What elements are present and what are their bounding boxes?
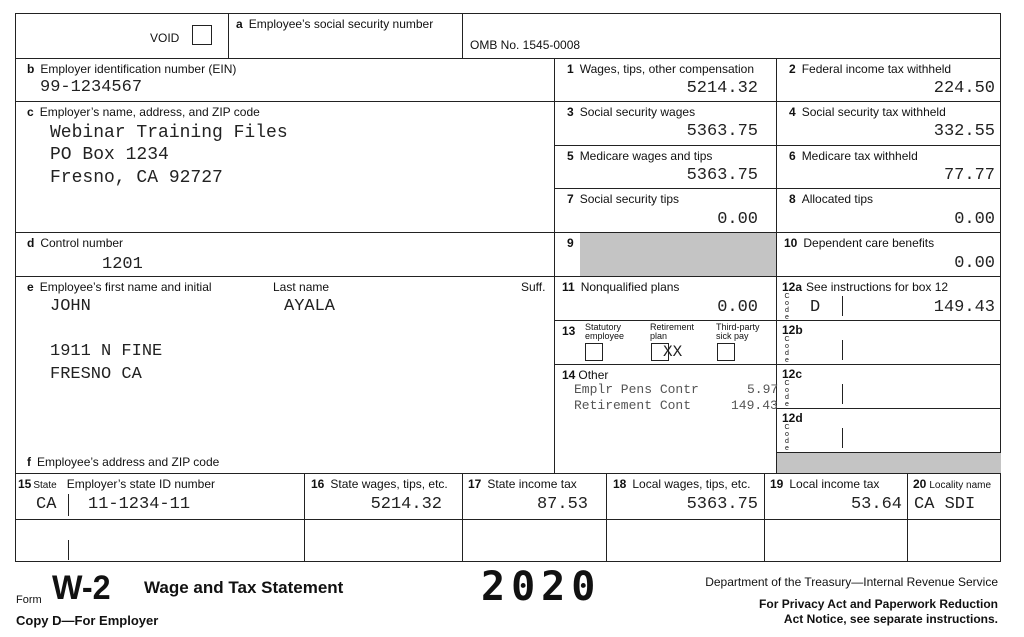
box-b-label: b Employer identification number (EIN) [27, 62, 237, 76]
box12c-code-letters: C o d e [784, 380, 790, 408]
box12a-code: D [810, 298, 821, 317]
irs-department: Department of the Treasury—Internal Revenue Service [705, 575, 998, 589]
box8-value: 0.00 [954, 210, 995, 229]
void-checkbox[interactable] [192, 25, 212, 45]
box12c-label: 12c [782, 367, 803, 381]
employee-last-name: AYALA [284, 297, 336, 316]
box15-state-id: 11-1234-11 [88, 495, 191, 514]
box3-value: 5363.75 [686, 122, 758, 141]
suffix-label: Suff. [521, 280, 546, 294]
box20-label: 20 Locality name [913, 477, 992, 491]
box1-value: 5214.32 [686, 79, 758, 98]
box16-label: 16 State wages, tips, etc. [311, 477, 448, 491]
box10-label: 10 Dependent care benefits [784, 236, 935, 250]
omb-number: OMB No. 1545-0008 [470, 38, 581, 52]
box12a-value: 149.43 [933, 298, 995, 317]
box11-label: 11 Nonqualified plans [562, 280, 680, 294]
box6-value: 77.77 [943, 166, 995, 185]
box19-value: 53.64 [850, 495, 902, 514]
third-party-sick-pay-label: Third-party sick pay [716, 322, 760, 341]
box1-label: 1 Wages, tips, other compensation [567, 62, 754, 76]
box-f-label: f Employee’s address and ZIP code [27, 455, 220, 469]
box-e-label: e Employee’s first name and initial [27, 280, 212, 294]
void-label: VOID [150, 31, 180, 45]
ein-value: 99-1234567 [40, 78, 143, 97]
statutory-employee-label: Statutory employee [585, 322, 625, 341]
box14-row2-label: Retirement Cont [574, 398, 692, 413]
box12b-label: 12b [782, 323, 803, 337]
retirement-plan-mark: XX [663, 343, 683, 361]
box7-value: 0.00 [717, 210, 758, 229]
box17-value: 87.53 [536, 495, 588, 514]
box11-value: 0.00 [717, 298, 758, 317]
copy-d-label: Copy D—For Employer [16, 613, 159, 628]
box-c-label: c Employer’s name, address, and ZIP code [27, 105, 260, 119]
box8-label: 8 Allocated tips [789, 192, 874, 206]
employee-street: 1911 N FINE [50, 342, 163, 361]
retirement-plan-label: Retirement plan [650, 322, 695, 341]
box12a-label: 12a See instructions for box 12 [782, 280, 949, 294]
control-number: 1201 [102, 255, 143, 274]
box7-label: 7 Social security tips [567, 192, 680, 206]
last-name-label: Last name [273, 280, 330, 294]
box14-row1-value: 5.97 [747, 382, 779, 397]
box4-label: 4 Social security tax withheld [789, 105, 946, 119]
box19-label: 19 Local income tax [770, 477, 880, 491]
box12b-code-letters: C o d e [784, 336, 790, 364]
box6-label: 6 Medicare tax withheld [789, 149, 918, 163]
box17-label: 17 State income tax [468, 477, 577, 491]
box5-value: 5363.75 [686, 166, 758, 185]
form-w2-title: W-2 [52, 569, 111, 607]
privacy-notice-line1: For Privacy Act and Paperwork Reduction [759, 597, 998, 611]
box5-label: 5 Medicare wages and tips [567, 149, 713, 163]
tax-year: 2020 [481, 564, 602, 610]
box12d-label: 12d [782, 411, 803, 425]
employer-name: Webinar Training Files [50, 123, 288, 143]
employee-first-name: JOHN [50, 297, 91, 316]
box2-label: 2 Federal income tax withheld [789, 62, 952, 76]
box18-label: 18 Local wages, tips, etc. [613, 477, 751, 491]
box14-row1-label: Emplr Pens Contr [574, 382, 699, 397]
form-word: Form [16, 594, 42, 606]
box18-value: 5363.75 [686, 495, 758, 514]
employee-city: FRESNO CA [50, 365, 142, 384]
box-a-label: a Employee’s social security number [236, 17, 434, 31]
box9-label: 9 [567, 236, 574, 250]
box2-value: 224.50 [933, 79, 995, 98]
box12-bottom-shaded [776, 452, 1001, 473]
employer-city: Fresno, CA 92727 [50, 168, 223, 188]
box9-shaded [580, 232, 776, 276]
box3-label: 3 Social security wages [567, 105, 696, 119]
third-party-sick-pay-checkbox[interactable] [717, 343, 735, 361]
form-title: Wage and Tax Statement [144, 578, 344, 597]
box15-state: CA [36, 495, 57, 514]
employer-address: PO Box 1234 [50, 145, 169, 165]
box13-label: 13 [562, 324, 576, 338]
box20-value: CA SDI [914, 495, 976, 514]
box-a-text: Employee’s social security number [248, 17, 434, 31]
privacy-notice-line2: Act Notice, see separate instructions. [783, 612, 998, 626]
box16-value: 5214.32 [370, 495, 442, 514]
statutory-employee-checkbox[interactable] [585, 343, 603, 361]
box15-label: 15 State Employer’s state ID number [18, 477, 216, 491]
box10-value: 0.00 [954, 254, 995, 273]
box14-label: 14 Other [562, 368, 609, 382]
box4-value: 332.55 [933, 122, 995, 141]
box14-row2-value: 149.43 [731, 398, 778, 413]
box12d-code-letters: C o d e [784, 424, 790, 452]
box-d-label: d Control number [27, 236, 124, 250]
box12a-code-letters: C o d e [784, 293, 790, 321]
